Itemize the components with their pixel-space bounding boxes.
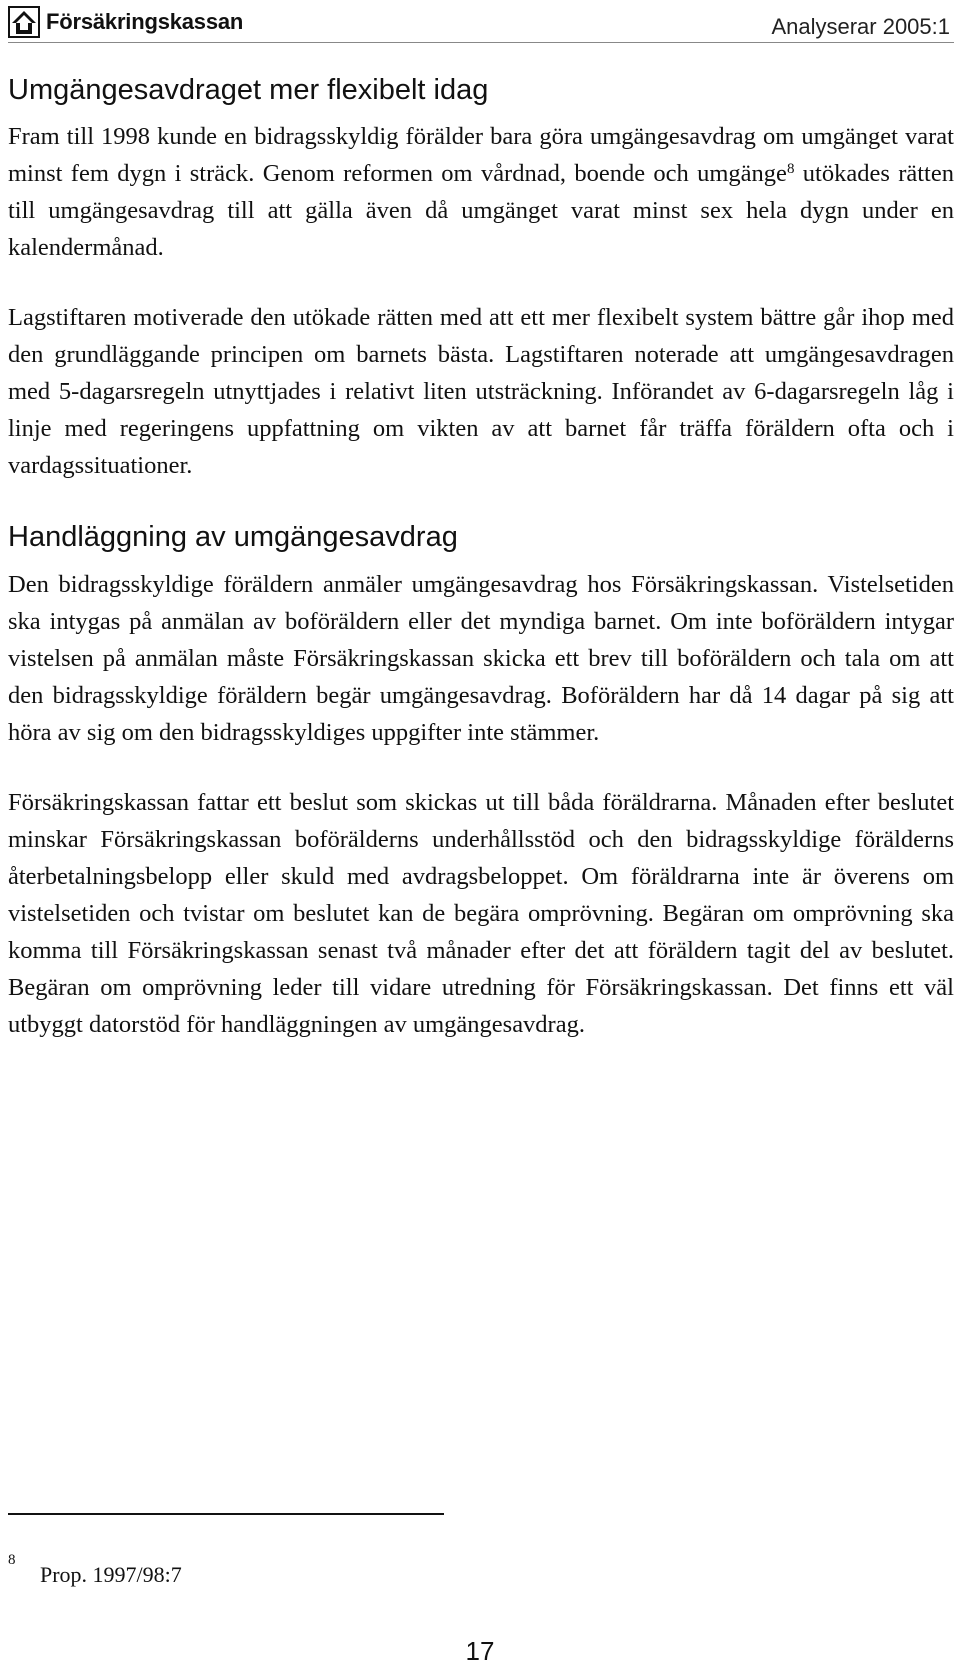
paragraph-reform <box>8 118 954 266</box>
footnote-mark: 8 <box>8 1552 16 1568</box>
main-content <box>8 72 954 1043</box>
paragraph-decision: Försäkringskassan fattar ett beslut som skickas ut till båda föräldrarna. Månaden efter beslutet minskar Försäkringskassan boförälderns underhållsstöd och den bidragsskyldige förälderns återbetalningsbelopp eller skuld med avdragsbeloppet. Om föräldrarna inte är överens om vistelsetiden och tvistar om beslutet kan de begära omprövning. Begäran om omprövning ska komma till Försäkringskassan senast två månader efter det att föräldern tagit del av beslutet. Begäran om omprövning leder till vidare utredning för Försäkringskassan. Det finns ett väl utbyggt datorstöd för handläggningen av umgängesavdrag. <box>8 788 954 1038</box>
footnote-reference: 8 <box>786 161 795 178</box>
footnote-divider <box>8 1513 444 1515</box>
footnote <box>8 1552 182 1588</box>
page-number: 17 <box>465 1636 495 1666</box>
logo <box>8 6 243 38</box>
paragraph-reform-text-b: utökades rätten till umgängesavdrag till att gälla även då umgänget varat minst sex hela dygn under en kalendermånad. <box>8 160 954 262</box>
report-label: Analyserar 2005:1 <box>771 14 950 39</box>
header-divider <box>8 42 954 43</box>
footnote-text: Prop. 1997/98:7 <box>40 1562 182 1587</box>
paragraph-application: Den bidragsskyldige föräldern anmäler umgängesavdrag hos Försäkringskassan. Vistelsetiden ska intygas på anmälan av boföräldern eller det myndiga barnet. Om inte boföräldern intygar vistelsen på anmälan måste Försäkringskassan skicka ett brev till boföräldern och tala om att den bidragsskyldige föräldern begär umgängesavdrag. Boföräldern har då 14 dagar på sig att höra av sig om den bidragsskyldiges uppgifter inte stämmer. <box>8 570 954 746</box>
paragraph-motivation: Lagstiftaren motiverade den utökade rätten med att ett mer flexibelt system bättre går ihop med den grundläggande principen om barnets bästa. Lagstiftaren noterade att umgängesavdragen med 5-dagarsregeln utnyttjades i relativt liten utsträckning. Införandet av 6-dagarsregeln låg i linje med regeringens uppfattning om vikten av att barnet får träffa föräldern ofta och i vardagssituationer. <box>8 304 954 480</box>
page-header <box>8 6 954 42</box>
section-heading-handling: Handläggning av umgängesavdrag <box>8 521 458 554</box>
house-icon <box>8 6 40 38</box>
logo-text: Försäkringskassan <box>46 9 244 34</box>
section-heading-flexibility: Umgängesavdraget mer flexibelt idag <box>8 74 489 106</box>
paragraph-reform-text-a: Fram till 1998 kunde en bidragsskyldig förälder bara göra umgängesavdrag om umgänget varat minst fem dygn i sträck. Genom reformen om vårdnad, boende och umgänge <box>8 123 954 188</box>
